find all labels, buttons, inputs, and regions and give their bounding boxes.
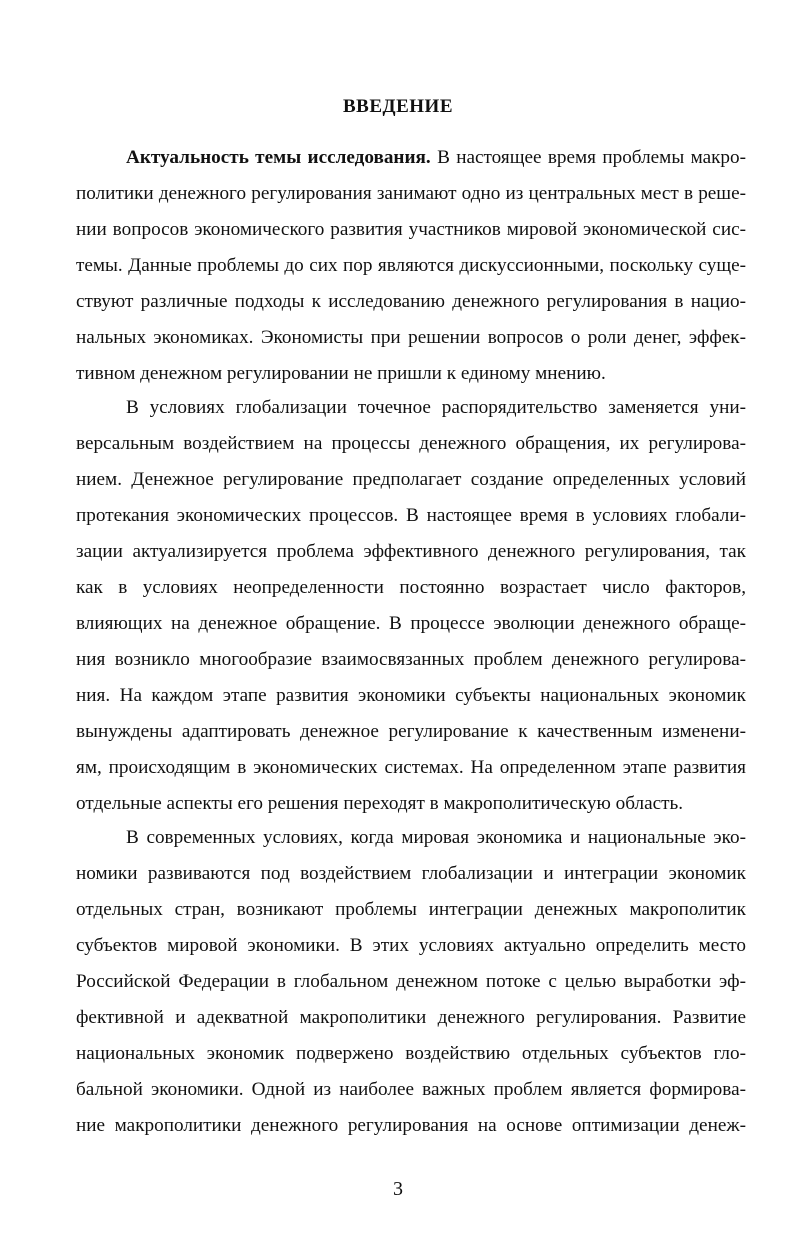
text-line: Актуальность темы исследования. В настоящее время проблемы макро- xyxy=(126,147,746,168)
text-line: Российской Федерации в глобальном денежном потоке с целью выработки эф- xyxy=(76,971,746,992)
text-line: тивном денежном регулировании не пришли к единому мнению. xyxy=(76,363,606,384)
text-line: ния. На каждом этапе развития экономики субъекты национальных экономик xyxy=(76,685,746,706)
text-line: зации актуализируется проблема эффективного денежного регулирования, так xyxy=(76,541,746,562)
text-line: вынуждены адаптировать денежное регулирование к качественным изменени- xyxy=(76,721,746,742)
text-line: В условиях глобализации точечное распорядительство заменяется уни- xyxy=(126,397,746,418)
text-line: национальных экономик подвержено воздействию отдельных субъектов гло- xyxy=(76,1043,746,1064)
text-line: фективной и адекватной макрополитики денежного регулирования. Развитие xyxy=(76,1007,746,1028)
text-line: нии вопросов экономического развития участников мировой экономической сис- xyxy=(76,219,746,240)
text-line: как в условиях неопределенности постоянно возрастает число факторов, xyxy=(76,577,746,598)
text-line: политики денежного регулирования занимают одно из центральных мест в реше- xyxy=(76,183,746,204)
text-line: отдельных стран, возникают проблемы интеграции денежных макрополитик xyxy=(76,899,746,920)
text-line: В современных условиях, когда мировая экономика и национальные эко- xyxy=(126,827,746,848)
paragraph-integration xyxy=(76,820,746,1144)
section-heading: ВВЕДЕНИЕ xyxy=(343,96,453,117)
text-line: влияющих на денежное обращение. В процессе эволюции денежного обраще- xyxy=(76,613,746,634)
text-line: нием. Денежное регулирование предполагает создание определенных условий xyxy=(76,469,746,490)
text-line: версальным воздействием на процессы денежного обращения, их регулирова- xyxy=(76,433,746,454)
text-line: ям, происходящим в экономических системах. На определенном этапе развития xyxy=(76,757,746,778)
text-line: темы. Данные проблемы до сих пор являются дискуссионными, поскольку суще- xyxy=(76,255,746,276)
text-line: протекания экономических процессов. В настоящее время в условиях глобали- xyxy=(76,505,746,526)
paragraph-globalization xyxy=(76,390,746,822)
text-line: ние макрополитики денежного регулирования на основе оптимизации денеж- xyxy=(76,1115,746,1136)
text-line: ния возникло многообразие взаимосвязанных проблем денежного регулирова- xyxy=(76,649,746,670)
text-line: номики развиваются под воздействием глобализации и интеграции экономик xyxy=(76,863,746,884)
paragraph-relevance xyxy=(76,140,746,392)
text-line: отдельные аспекты его решения переходят в макрополитическую область. xyxy=(76,793,684,814)
page-number: 3 xyxy=(393,1178,403,1200)
text-line: бальной экономики. Одной из наиболее важных проблем является формирова- xyxy=(76,1079,746,1100)
text-line: субъектов мировой экономики. В этих условиях актуально определить место xyxy=(76,935,746,956)
text-line: ствуют различные подходы к исследованию денежного регулирования в нацио- xyxy=(76,291,746,312)
text-line: нальных экономиках. Экономисты при решении вопросов о роли денег, эффек- xyxy=(76,327,746,348)
lead-phrase: Актуальность темы исследования. xyxy=(126,147,431,168)
